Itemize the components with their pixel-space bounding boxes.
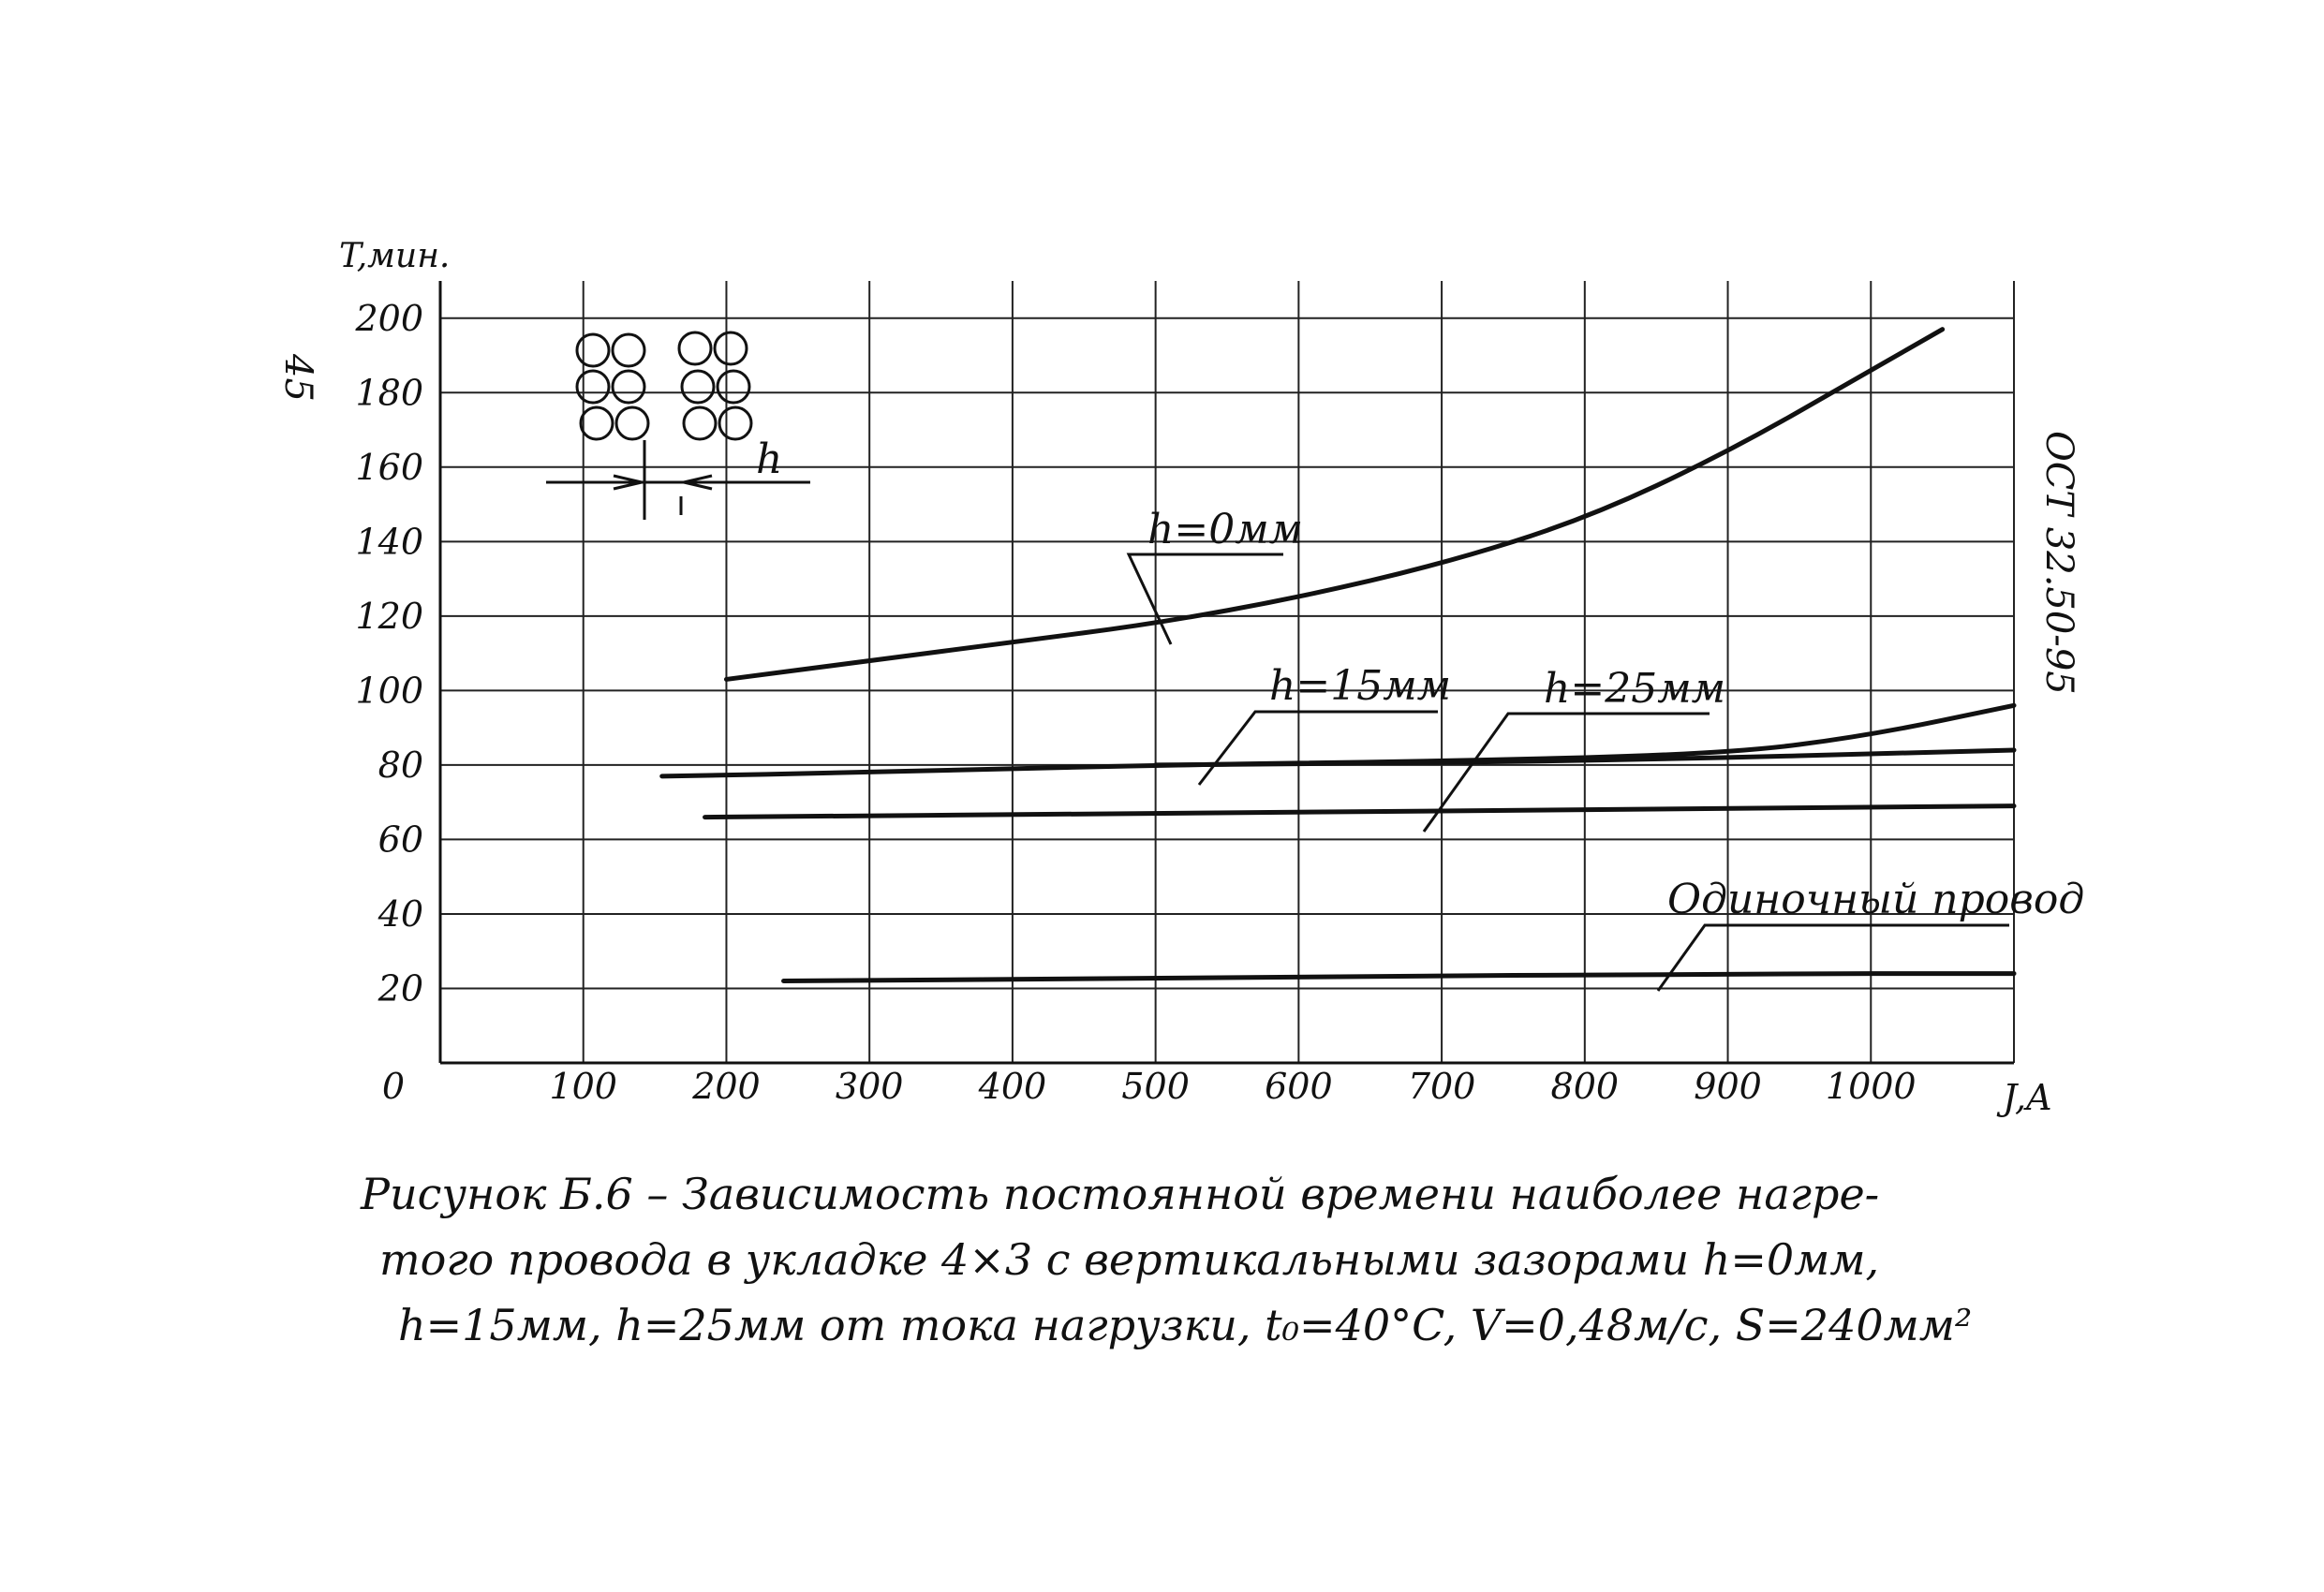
y-tick-label-100: 100 xyxy=(355,670,423,712)
series-label-h25: h=25мм xyxy=(1544,665,1726,713)
grid xyxy=(440,281,2014,1063)
x-tick-label-200: 200 xyxy=(692,1066,761,1107)
left-bundle xyxy=(577,334,648,439)
y-tick-label-60: 60 xyxy=(377,818,423,861)
caption-line-1: Рисунок Б.6 – Зависимость постоянной времени наиболее нагре- xyxy=(361,1169,1880,1219)
x-axis-title: J,A xyxy=(2003,1077,2052,1118)
y-tick-label-140: 140 xyxy=(355,521,423,563)
y-tick-label-160: 160 xyxy=(355,446,423,488)
x-tick-label-0: 0 xyxy=(381,1066,406,1107)
document-code: ОСТ 32.50-95 xyxy=(2037,431,2080,695)
y-axis-title: T,мин. xyxy=(339,237,451,275)
series-label-h15: h=15мм xyxy=(1269,662,1452,710)
leader-single xyxy=(1658,925,2009,991)
series-label-single: Одиночный провод xyxy=(1667,876,2085,923)
y-tick-label-40: 40 xyxy=(377,892,423,935)
y-tick-label-80: 80 xyxy=(377,744,423,786)
x-tick-label-500: 500 xyxy=(1121,1066,1190,1107)
figure-caption xyxy=(361,1161,2187,1358)
leader-h15 xyxy=(1199,712,1438,785)
x-tick-label-100: 100 xyxy=(549,1066,617,1107)
page-number: 45 xyxy=(276,354,319,402)
series-line-0 xyxy=(726,330,1942,680)
x-tick-label-1000: 1000 xyxy=(1825,1066,1917,1107)
series-line-2 xyxy=(705,806,2014,818)
series-line-4 xyxy=(784,974,2014,981)
x-tick-label-300: 300 xyxy=(835,1066,904,1107)
x-tick-label-400: 400 xyxy=(978,1066,1047,1107)
axes xyxy=(440,281,2014,1063)
right-bundle xyxy=(679,332,751,439)
x-tick-label-800: 800 xyxy=(1550,1066,1620,1107)
y-tick-label-180: 180 xyxy=(355,372,423,414)
leader-h25 xyxy=(1424,714,1710,832)
inset-h-label: h xyxy=(756,435,783,483)
x-tick-label-600: 600 xyxy=(1265,1066,1333,1107)
y-tick-label-200: 200 xyxy=(355,297,423,339)
x-tick-label-700: 700 xyxy=(1407,1066,1476,1107)
caption-line-3: h=15мм, h=25мм от тока нагрузки, t₀=40°C, V=0,48м/с, S=240мм² xyxy=(398,1300,1973,1350)
y-tick-label-20: 20 xyxy=(377,967,423,1010)
y-tick-label-120: 120 xyxy=(355,595,423,637)
x-tick-labels xyxy=(382,1066,1917,1107)
y-tick-labels xyxy=(354,298,423,1010)
conductor-layout-diagram xyxy=(546,332,810,520)
caption-line-2: того провода в укладке 4×3 с вертикальными зазорами h=0мм, xyxy=(379,1234,1880,1285)
x-tick-label-900: 900 xyxy=(1694,1066,1762,1107)
series-label-h0: h=0мм xyxy=(1147,506,1304,553)
leader-h0 xyxy=(1129,554,1283,644)
